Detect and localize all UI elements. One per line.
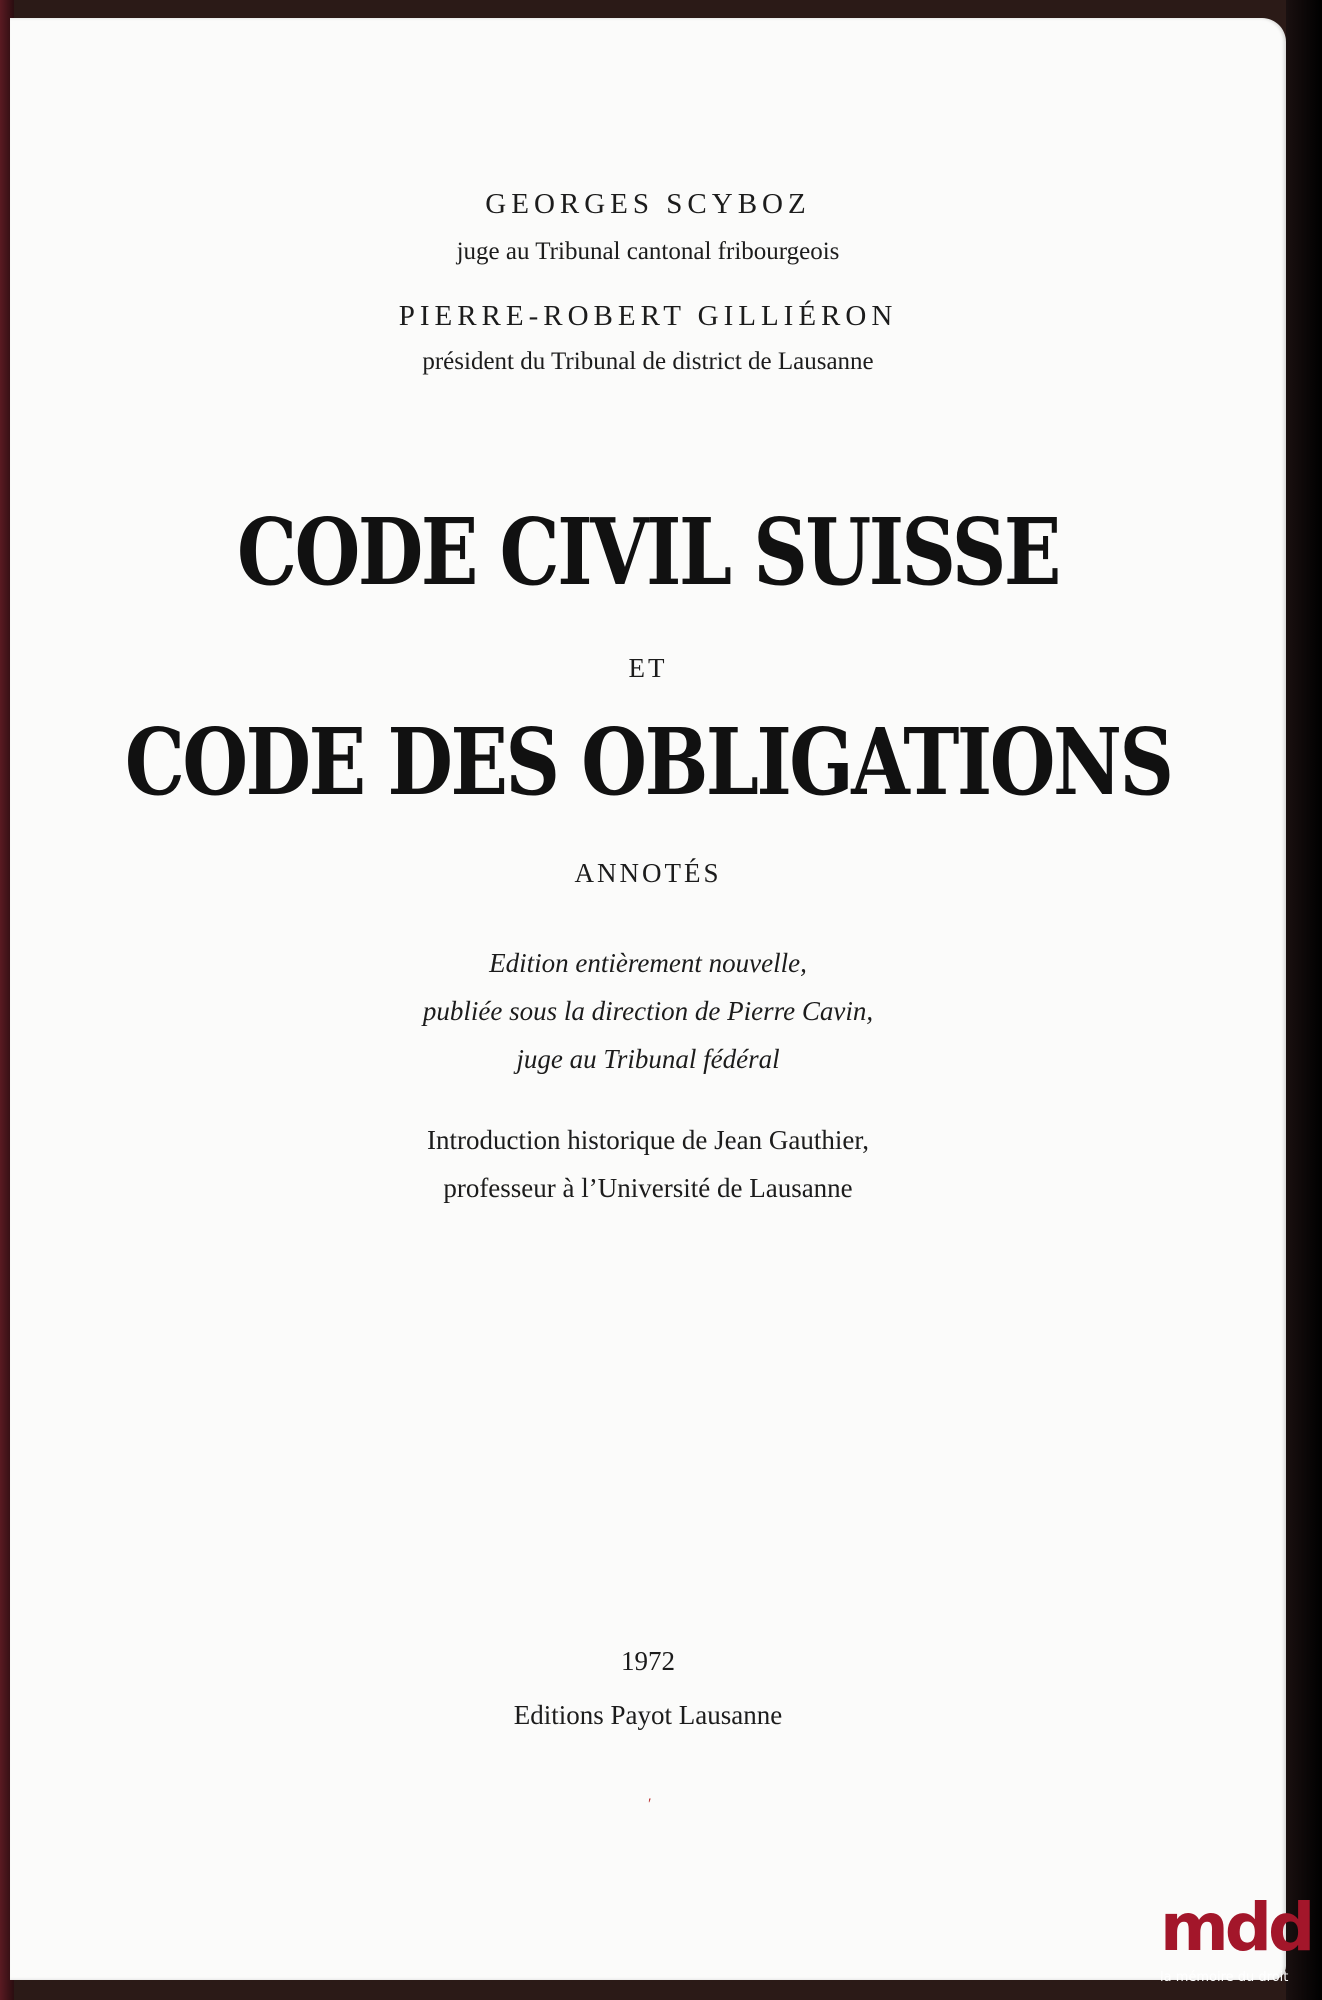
author-1-role: juge au Tribunal cantonal fribourgeois xyxy=(456,238,840,265)
edition-line-1: Edition entièrement nouvelle, xyxy=(489,948,807,978)
mdd-logo-letters: mdd xyxy=(1160,1889,1312,1966)
author-2-name: PIERRE-ROBERT GILLIÉRON xyxy=(398,300,898,332)
publication-year: 1972 xyxy=(621,1646,675,1676)
introduction-line-2: professeur à l’Université de Lausanne xyxy=(443,1173,853,1203)
title-qualifier: ANNOTÉS xyxy=(574,858,722,888)
edition-line-3: juge au Tribunal fédéral xyxy=(516,1044,780,1074)
title-connector: ET xyxy=(628,653,668,683)
author-1-name: GEORGES SCYBOZ xyxy=(485,188,811,220)
edition-line-2: publiée sous la direction de Pierre Cavin, xyxy=(422,996,874,1026)
mdd-logo-tagline: la mémoire du droit xyxy=(1160,1970,1289,1985)
ink-speck: ′ xyxy=(648,1796,652,1813)
author-2-role: président du Tribunal de district de Lausanne xyxy=(422,348,874,375)
mdd-logo xyxy=(1160,1889,1312,1995)
introduction-line-1: Introduction historique de Jean Gauthier, xyxy=(426,1125,870,1155)
main-title-line-2: CODE DES OBLIGATIONS xyxy=(124,708,1172,816)
main-title-line-1: CODE CIVIL SUISSE xyxy=(237,498,1059,606)
book-edge-right xyxy=(1286,0,1322,2000)
title-page xyxy=(10,18,1286,1980)
publisher: Editions Payot Lausanne xyxy=(513,1700,783,1730)
